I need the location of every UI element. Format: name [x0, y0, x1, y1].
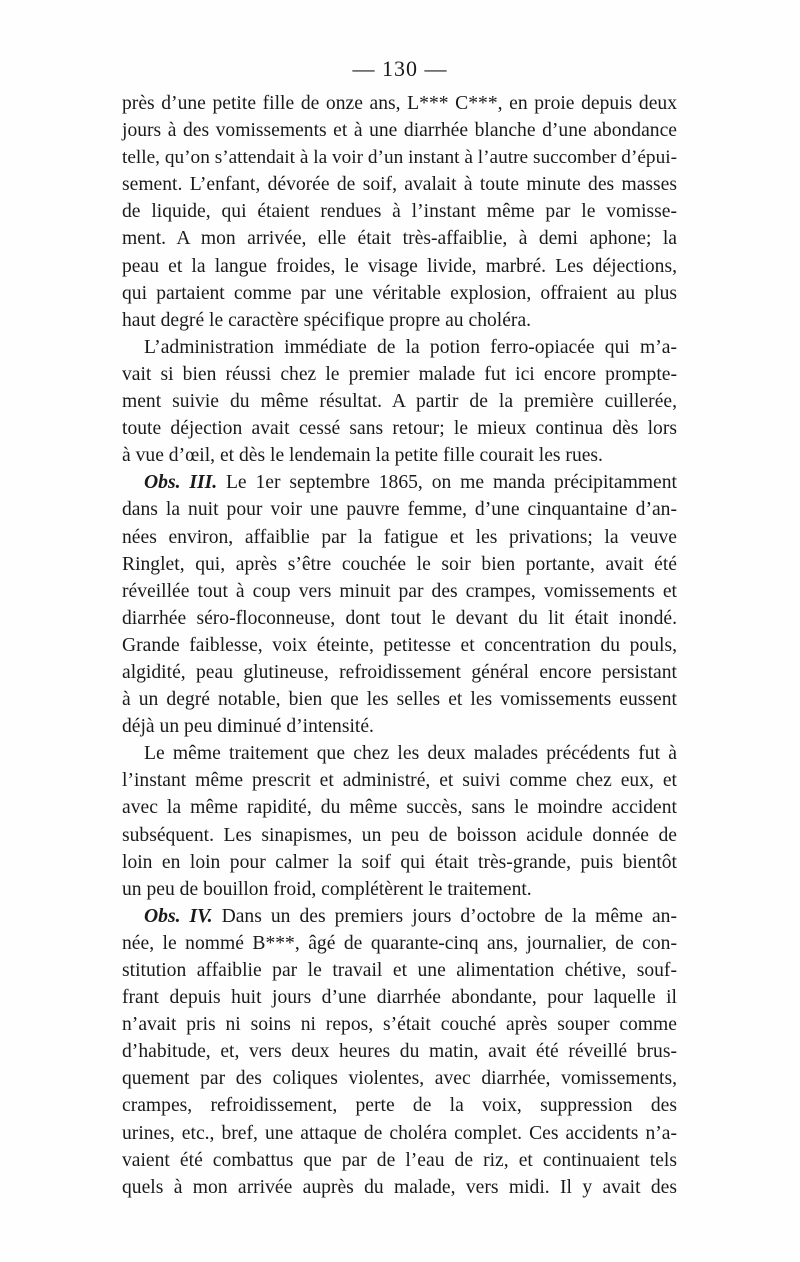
text-line-content: réveillée tout à coup vers minuit par des crampes, vomissements et — [122, 580, 677, 602]
observation-heading: Obs. III. — [144, 472, 218, 494]
text-line — [122, 930, 677, 957]
text-line-content: l’instant même prescrit et administré, et suivi comme chez eux, et — [122, 770, 677, 792]
text-line — [122, 740, 677, 767]
text-line-content: Le 1er septembre 1865, on me manda précipitamment — [217, 472, 677, 494]
text-line — [122, 90, 677, 117]
text-line-content: peau et la langue froides, le visage livide, marbré. Les déjections, — [122, 255, 677, 277]
text-line-content: dans la nuit pour voir une pauvre femme, d’une cinquantaine d’an- — [122, 499, 677, 521]
text-line-content: quels à mon arrivée auprès du malade, vers midi. Il y avait des — [122, 1176, 677, 1198]
text-line-content: frant depuis huit jours d’une diarrhée abondante, pour laquelle il — [122, 987, 677, 1009]
text-line — [122, 984, 677, 1011]
text-line — [122, 794, 677, 821]
text-line-content: Le même traitement que chez les deux malades précédents fut à — [144, 743, 677, 765]
text-line-content: crampes, refroidissement, perte de la voix, suppression des — [122, 1095, 677, 1117]
text-line — [122, 551, 677, 578]
text-line-content: ment suivie du même résultat. A partir de la première cuillerée, — [122, 391, 677, 413]
text-line — [122, 1038, 677, 1065]
text-line — [122, 822, 677, 849]
text-line-content: ment. A mon arrivée, elle était très-affaiblie, à demi aphone; la — [122, 228, 677, 250]
text-line — [122, 849, 677, 876]
text-line — [122, 578, 677, 605]
text-line — [122, 469, 677, 496]
text-line — [122, 903, 677, 930]
text-line — [122, 524, 677, 551]
text-line-content: jours à des vomissements et à une diarrhée blanche d’une abondance — [122, 120, 677, 142]
text-line-content: Grande faiblesse, voix éteinte, petitesse et concentration du pouls, — [122, 634, 677, 656]
text-line — [122, 253, 677, 280]
text-line — [122, 415, 677, 442]
text-line-content: de liquide, qui étaient rendues à l’instant même par le vomisse- — [122, 201, 677, 223]
text-line — [122, 1174, 677, 1201]
text-line-content: qui partaient comme par une véritable explosion, offraient au plus — [122, 282, 677, 304]
text-line-content: subséquent. Les sinapismes, un peu de boisson acidule donnée de — [122, 824, 677, 846]
text-line — [122, 632, 677, 659]
text-line — [122, 713, 677, 740]
text-line — [122, 117, 677, 144]
text-line-content: n’avait pris ni soins ni repos, s’était couché après souper comme — [122, 1014, 677, 1036]
text-line-content: d’habitude, et, vers deux heures du matin, avait été réveillé brus- — [122, 1041, 677, 1063]
text-line — [122, 1011, 677, 1038]
text-line — [122, 225, 677, 252]
text-line — [122, 361, 677, 388]
text-line — [122, 307, 677, 334]
text-line — [122, 1092, 677, 1119]
text-line — [122, 957, 677, 984]
body-text — [122, 90, 677, 1201]
text-line-content: sement. L’enfant, dévorée de soif, avalait à toute minute des masses — [122, 174, 677, 196]
text-line-content: algidité, peau glutineuse, refroidissement général encore persistant — [122, 661, 677, 683]
text-line-content: à un degré notable, bien que les selles et les vomissements eussent — [122, 689, 677, 711]
text-line-content: diarrhée séro-floconneuse, dont tout le devant du lit était inondé. — [122, 607, 677, 629]
text-line-content: L’administration immédiate de la potion ferro-opiacée qui m’a- — [144, 336, 677, 358]
text-line — [122, 876, 677, 903]
text-line-content: avec la même rapidité, du même succès, sans le moindre accident — [122, 797, 677, 819]
text-line — [122, 442, 677, 469]
text-line — [122, 496, 677, 523]
text-line-content: née, le nommé B***, âgé de quarante-cinq ans, journalier, de con- — [122, 932, 677, 954]
text-line — [122, 686, 677, 713]
text-line-content: toute déjection avait cessé sans retour; le mieux continua dès lors — [122, 418, 677, 440]
text-line-content: telle, qu’on s’attendait à la voir d’un instant à l’autre succomber d’épui- — [122, 147, 677, 169]
text-line — [122, 659, 677, 686]
text-line — [122, 1147, 677, 1174]
text-line — [122, 388, 677, 415]
text-line-content: Ringlet, qui, après s’être couchée le soir bien portante, avait été — [122, 553, 677, 575]
text-line — [122, 144, 677, 171]
text-line-content: vaient été combattus que par de l’eau de riz, et continuaient tels — [122, 1149, 677, 1171]
text-line-content: nées environ, affaiblie par la fatigue et les privations; la veuve — [122, 526, 677, 548]
text-line — [122, 198, 677, 225]
text-line-content: haut degré le caractère spécifique propre au choléra. — [122, 309, 532, 331]
text-line-content: loin en loin pour calmer la soif qui était très-grande, puis bientôt — [122, 851, 677, 873]
text-line-content: à vue d’œil, et dès le lendemain la petite fille courait les rues. — [122, 445, 603, 467]
text-line-content: Dans un des premiers jours d’octobre de la même an- — [212, 905, 678, 927]
text-line — [122, 1120, 677, 1147]
text-line-content: stitution affaiblie par le travail et une alimentation chétive, souf- — [122, 960, 677, 981]
text-line-content: vait si bien réussi chez le premier malade fut ici encore prompte- — [122, 363, 677, 385]
text-line — [122, 171, 677, 198]
text-line-content: un peu de bouillon froid, complétèrent le traitement. — [122, 878, 532, 900]
page-number: — 130 — — [352, 56, 448, 81]
observation-heading: Obs. IV. — [144, 905, 213, 927]
text-line-content: urines, etc., bref, une attaque de choléra complet. Ces accidents n’a- — [122, 1122, 677, 1144]
text-line — [122, 605, 677, 632]
text-line — [122, 280, 677, 307]
text-line-content: près d’une petite fille de onze ans, L*** C***, en proie depuis deux — [122, 93, 677, 114]
text-line — [122, 334, 677, 361]
text-line — [122, 1065, 677, 1092]
text-line-content: déjà un peu diminué d’intensité. — [122, 716, 374, 738]
text-line-content: quement par des coliques violentes, avec diarrhée, vomissements, — [122, 1068, 677, 1090]
text-line — [122, 767, 677, 794]
